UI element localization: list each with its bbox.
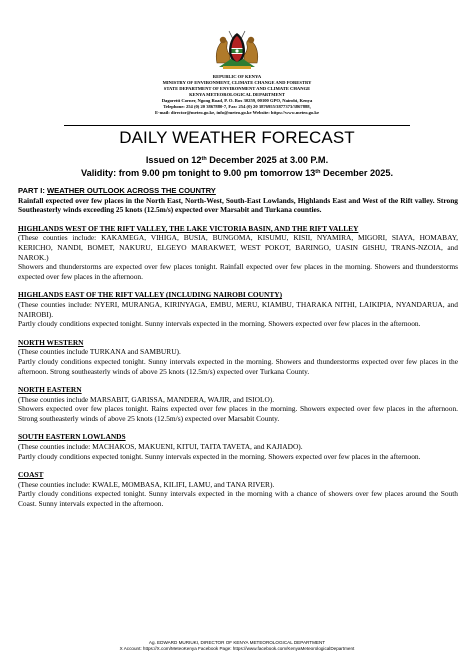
header-kmd: KENYA METEOROLOGICAL DEPARTMENT [189, 92, 285, 97]
header-divider [64, 125, 410, 126]
region-title: NORTH WESTERN [18, 337, 84, 347]
region-title: NORTH EASTERN [18, 385, 82, 395]
region-counties: (These counties include: NYERI, MURANGA, KIRINYAGA, EMBU, MERU, KIAMBU, THARAKA NITHI, LAIKIPIA, NYANDARUA, and NAIROBI). [18, 299, 458, 319]
region-counties: (These counties include: KAKAMEGA, VIHIGA, BUSIA, BUNGOMA, KISUMU, KISII, NYAMIRA, MIGORI, SIAYA, HOMABAY, KERICHO, NANDI, BOMET, NAKURU, ELGEYO MARAKWET, WEST POKOT, BARINGO, UASIN GISHU, TRANS-NZOIA, and NAROK.) [18, 233, 458, 262]
header-republic: REPUBLIC OF KENYA [212, 74, 262, 79]
header-ministry: MINISTRY OF ENVIRONMENT, CLIMATE CHANGE AND FORESTRY [162, 80, 312, 85]
region-counties: (These counties include TURKANA and SAMBURU). [18, 347, 181, 357]
header-state-department: STATE DEPARTMENT OF ENVIRONMENT AND CLIMATE CHANGE [163, 86, 311, 91]
region-section [18, 224, 458, 282]
region-section [18, 432, 458, 461]
validity-period: Validity: from 9.00 pm tonight to 9.00 pm tomorrow 13th December 2025. [80, 168, 394, 178]
region-section [18, 470, 458, 508]
header-email-website: E-mail: director@meteo.go.ke, info@meteo.go.ke Website: https://www.meteo.go.ke [154, 110, 320, 115]
region-title: SOUTH EASTERN LOWLANDS [18, 432, 126, 442]
forecast-body [18, 186, 458, 509]
region-forecast: Partly cloudy conditions expected tonight. Sunny intervals expected in the morning. Showers and thunderstorms expected over few places in the afternoon. Strong southeasterly winds of above 25 knots (12.5m/s) expected over Turkana County. [18, 356, 458, 376]
kenya-coat-of-arms-icon [211, 27, 263, 71]
document-title: DAILY WEATHER FORECAST [119, 128, 355, 147]
outlook-summary: Rainfall expected over few places in the North East, North-West, South-East Lowlands, Highlands East and West of the Rift valley. Strong Southeasterly winds exceeding 25 knots (12.5m/s) expected over Marsabit and Turkana counties. [18, 195, 458, 215]
region-forecast: Partly cloudy conditions expected tonight. Sunny intervals expected in the morning. Showers expected over few places in the afternoon. [18, 451, 421, 461]
header-address: Dagoretti Corner, Ngong Road, P. O. Box 30259, 00100 GPO, Nairobi, Kenya [161, 98, 313, 103]
region-title: HIGHLANDS EAST OF THE RIFT VALLEY (INCLUDING NAIROBI COUNTY) [18, 290, 283, 300]
footer-signature: Ag. EDWARD MURIUKI, DIRECTOR OF KENYA METEOROLOGICAL DEPARTMENT [148, 640, 326, 645]
issued-date: Issued on 12th December 2025 at 3.00 P.M. [145, 155, 329, 165]
region-title: HIGHLANDS WEST OF THE RIFT VALLEY, THE LAKE VICTORIA BASIN, AND THE RIFT VALLEY [18, 223, 359, 233]
region-forecast: Partly cloudy conditions expected tonight. Sunny intervals expected in the morning. Showers expected over few places in the afternoon. [18, 319, 421, 329]
region-section [18, 338, 458, 376]
part-heading: PART I: WEATHER OUTLOOK ACROSS THE COUNTRY [18, 186, 216, 195]
footer-social-links[interactable]: X Account: https://X.com/MeteoKenya Facebook Page: https://www.facebook.com/KenyaMeteorologicalDepartment [119, 646, 355, 651]
region-title: COAST [18, 470, 44, 480]
region-counties: (These counties include MARSABIT, GARISSA, MANDERA, WAJIR, and ISIOLO). [18, 394, 275, 404]
region-section [18, 290, 458, 328]
region-forecast: Showers and thunderstorms are expected over few places tonight. Rainfall expected over few places in the morning. Showers and thunderstorms expected over few places in the afternoon. [18, 262, 458, 281]
region-section [18, 385, 458, 423]
header-telephone: Telephone: 254 (0) 20 3867880-7, Fax: 254 (0) 20 3876955/3877373/3867888, [163, 104, 311, 109]
region-forecast: Showers expected over few places tonight. Rains expected over few places in the morning. Showers expected over few places in the afternoon. Strong southeasterly winds of above 25 knots (12.5m/s) expected over Marsabit County. [18, 404, 458, 423]
region-counties: (These counties include: KWALE, MOMBASA, KILIFI, LAMU, and TANA RIVER). [18, 479, 275, 489]
region-counties: (These counties include: MACHAKOS, MAKUENI, KITUI, TAITA TAVETA, and KAJIADO). [18, 442, 303, 452]
region-forecast: Partly cloudy conditions expected tonight. Sunny intervals expected in the morning with a chance of showers over few places around the South Coast. Sunny intervals expected in the afternoon. [18, 489, 458, 509]
